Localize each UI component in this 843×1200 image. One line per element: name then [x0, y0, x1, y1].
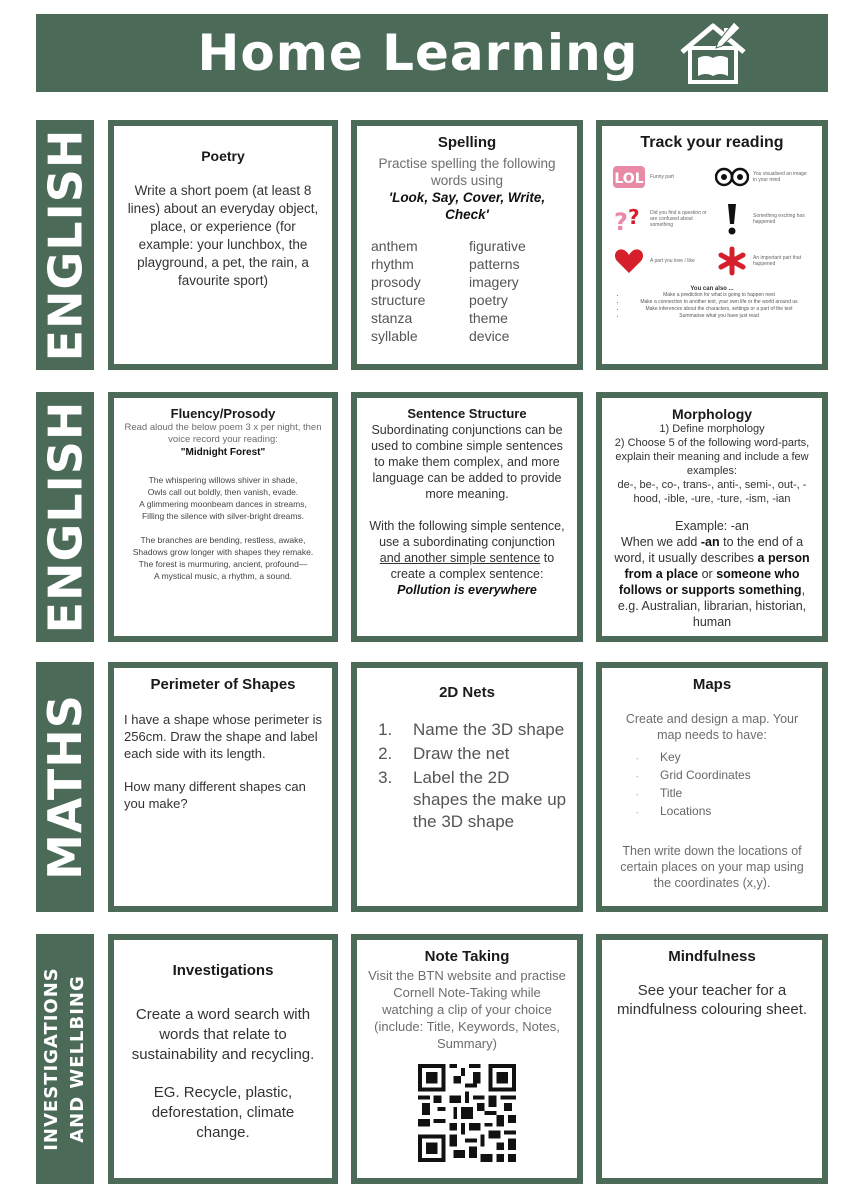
fluency-card	[108, 392, 338, 642]
perimeter-p1: I have a shape whose perimeter is 256cm. Draw the shape and label each side with its length.	[124, 712, 322, 761]
fluency-intro: Read aloud the below poem 3 x per night, then voice record your reading:	[124, 422, 322, 445]
maps-list	[636, 749, 812, 821]
sentence-title: Sentence Structure	[407, 406, 527, 421]
section-label-english: ENGLISH	[36, 120, 94, 370]
spelling-title: Spelling	[437, 134, 497, 151]
spelling-word-list	[371, 237, 567, 345]
can-also-item: • Make a connection to another text, your own life or the world around us	[626, 299, 812, 306]
notes-title: Note Taking	[424, 948, 510, 965]
fluency-title: Fluency/Prosody	[170, 406, 276, 421]
poem-line: Filling the silence with silver-bright dreams.	[141, 511, 305, 521]
track-icon-grid	[612, 158, 812, 280]
eyes-icon	[715, 167, 749, 187]
poem-title: "Midnight Forest"	[180, 447, 266, 458]
note-taking-card	[351, 934, 583, 1184]
poem-stanza-1	[124, 474, 322, 522]
spelling-method: 'Look, Say, Cover, Write, Check'	[388, 190, 546, 222]
spelling-intro: Practise spelling the following words using	[378, 156, 556, 188]
asterisk-icon	[717, 246, 747, 276]
perimeter-card	[108, 662, 338, 912]
investigations-p1: Create a word search with words that relate to sustainability and recycling.	[131, 1006, 315, 1063]
track-desc: Something exciting has happened	[753, 213, 805, 225]
can-also-item: • Summarise what you have just read	[626, 313, 812, 320]
poem-line: The forest is murmuring, ancient, profound—	[138, 559, 308, 569]
track-desc: You visualised an image in your mind	[753, 171, 807, 183]
poem-stanza-2	[124, 534, 322, 582]
nets-card	[351, 662, 583, 912]
nets-step: 2. Draw the net	[397, 743, 567, 765]
section-label-investigations: INVESTIGATIONS AND WELLBING	[36, 934, 94, 1184]
can-also-item: • Make inferences about the characters, settings or a part of the text	[626, 306, 812, 313]
maps-list-item: - Key	[636, 749, 812, 767]
nets-step: 3. Label the 2D shapes the make up the 3D shape	[397, 767, 567, 833]
svg-text:?: ?	[628, 205, 640, 229]
spelling-word: patterns	[469, 256, 520, 272]
spelling-card	[351, 120, 583, 370]
morphology-example: When we add -an to the end of a word, it usually describes a person from a place or someone who follows or supports something, e.g. Australian, librarian, historian, human	[614, 535, 810, 629]
spelling-word: figurative	[469, 238, 526, 254]
track-item	[612, 200, 709, 238]
investigations-card	[108, 934, 338, 1184]
poem-line: The branches are bending, restless, awake,	[140, 535, 306, 545]
maps-intro: Create and design a map. Your map needs to have:	[625, 712, 799, 742]
svg-text:?: ?	[614, 208, 628, 234]
svg-text:LOL: LOL	[614, 171, 644, 187]
spelling-word: anthem	[371, 238, 418, 254]
poem-line: Shadows grow longer with shapes they remake.	[132, 547, 314, 557]
section-label-english-2: ENGLISH	[36, 392, 94, 642]
maps-outro: Then write down the locations of certain places on your map using the coordinates (x,y).	[620, 844, 804, 890]
poetry-text: Write a short poem (at least 8 lines) about an everyday object, place, or experience (for example: your lunchbox, the playground, a pet, the rain, a favourite sport)	[127, 183, 319, 288]
page-header	[36, 14, 828, 92]
poetry-card	[108, 120, 338, 370]
spelling-word: rhythm	[371, 256, 414, 272]
morphology-step1: 1) Define morphology	[659, 423, 765, 435]
maps-card	[596, 662, 828, 912]
spelling-word: device	[469, 328, 510, 344]
track-title: Track your reading	[640, 134, 784, 151]
poem-line: A mystical music, a rhythm, a sound.	[154, 571, 292, 581]
track-item	[612, 158, 709, 196]
sentence-p1: Subordinating conjunctions can be used to combine simple sentences to make them complex, and more language can be added to provide more meaning.	[371, 423, 563, 501]
spelling-word: prosody	[371, 274, 421, 290]
spelling-word: theme	[469, 310, 508, 326]
maps-title: Maps	[692, 676, 732, 693]
maps-list-item: - Grid Coordinates	[636, 767, 812, 785]
sentence-example: Pollution is everywhere	[397, 583, 537, 597]
sentence-structure-card	[351, 392, 583, 642]
mindfulness-title: Mindfulness	[668, 948, 756, 965]
spelling-word: poetry	[469, 292, 508, 308]
spelling-word: structure	[371, 292, 426, 308]
mindfulness-text: See your teacher for a mindfulness colouring sheet.	[616, 982, 808, 1018]
can-also-title: You can also ...	[690, 286, 734, 292]
spelling-word: syllable	[371, 328, 418, 344]
section-label-maths: MATHS	[36, 662, 94, 912]
spelling-word: stanza	[371, 310, 413, 326]
lol-icon	[612, 164, 646, 190]
track-item	[612, 242, 709, 280]
track-item	[715, 242, 812, 280]
notes-text: Visit the BTN website and practise Cornell Note-Taking while watching a clip of your choice (include: Title, Keywords, Notes, Summary)	[368, 968, 566, 1051]
morphology-card	[596, 392, 828, 642]
poetry-title: Poetry	[201, 148, 245, 164]
maps-list-item: - Title	[636, 785, 812, 803]
poem-line: The whispering willows shiver in shade,	[148, 475, 298, 485]
poem-line: Owls call out boldly, then vanish, evade.	[147, 487, 299, 497]
perimeter-title: Perimeter of Shapes	[150, 676, 296, 693]
track-reading-card	[596, 120, 828, 370]
track-item	[715, 200, 812, 238]
track-desc: Funny part	[650, 174, 674, 180]
morphology-example-label: Example: -an	[675, 519, 749, 533]
investigations-title: Investigations	[172, 962, 274, 979]
spelling-word: imagery	[469, 274, 519, 290]
nets-steps	[397, 719, 567, 833]
perimeter-p2: How many different shapes can you make?	[124, 779, 306, 811]
track-desc: Did you find a question or are confused about something	[650, 210, 707, 228]
can-also-item: • Make a prediction for what is going to happen next	[626, 292, 812, 299]
sentence-p2: With the following simple sentence, use a subordinating conjunction and another simple sentence to create a complex sentence:	[369, 519, 565, 581]
morphology-parts: de-, be-, co-, trans-, anti-, semi-, out-, -hood, -ible, -ure, -ture, -ism, -ian	[617, 479, 807, 505]
qr-code-icon[interactable]	[418, 1064, 516, 1162]
nets-title: 2D Nets	[439, 684, 495, 701]
nets-step: 1. Name the 3D shape	[397, 719, 567, 741]
track-desc: An important part that happened	[753, 255, 802, 267]
track-desc: A part you love / like	[650, 258, 695, 264]
morphology-title: Morphology	[671, 406, 753, 422]
track-item	[715, 158, 812, 196]
morphology-step2: 2) Choose 5 of the following word-parts, explain their meaning and include a few examples:	[614, 437, 810, 477]
exclamation-icon	[722, 202, 742, 236]
poem-line: A glimmering moonbeam dances in streams,	[139, 499, 307, 509]
question-marks-icon	[612, 204, 646, 234]
page-title: Home Learning	[197, 24, 639, 82]
investigations-p2: EG. Recycle, plastic, deforestation, climate change.	[151, 1084, 295, 1141]
mindfulness-card	[596, 934, 828, 1184]
heart-icon	[614, 247, 644, 275]
house-book-icon	[676, 18, 750, 88]
track-can-also	[612, 286, 812, 320]
maps-list-item: - Locations	[636, 803, 812, 821]
